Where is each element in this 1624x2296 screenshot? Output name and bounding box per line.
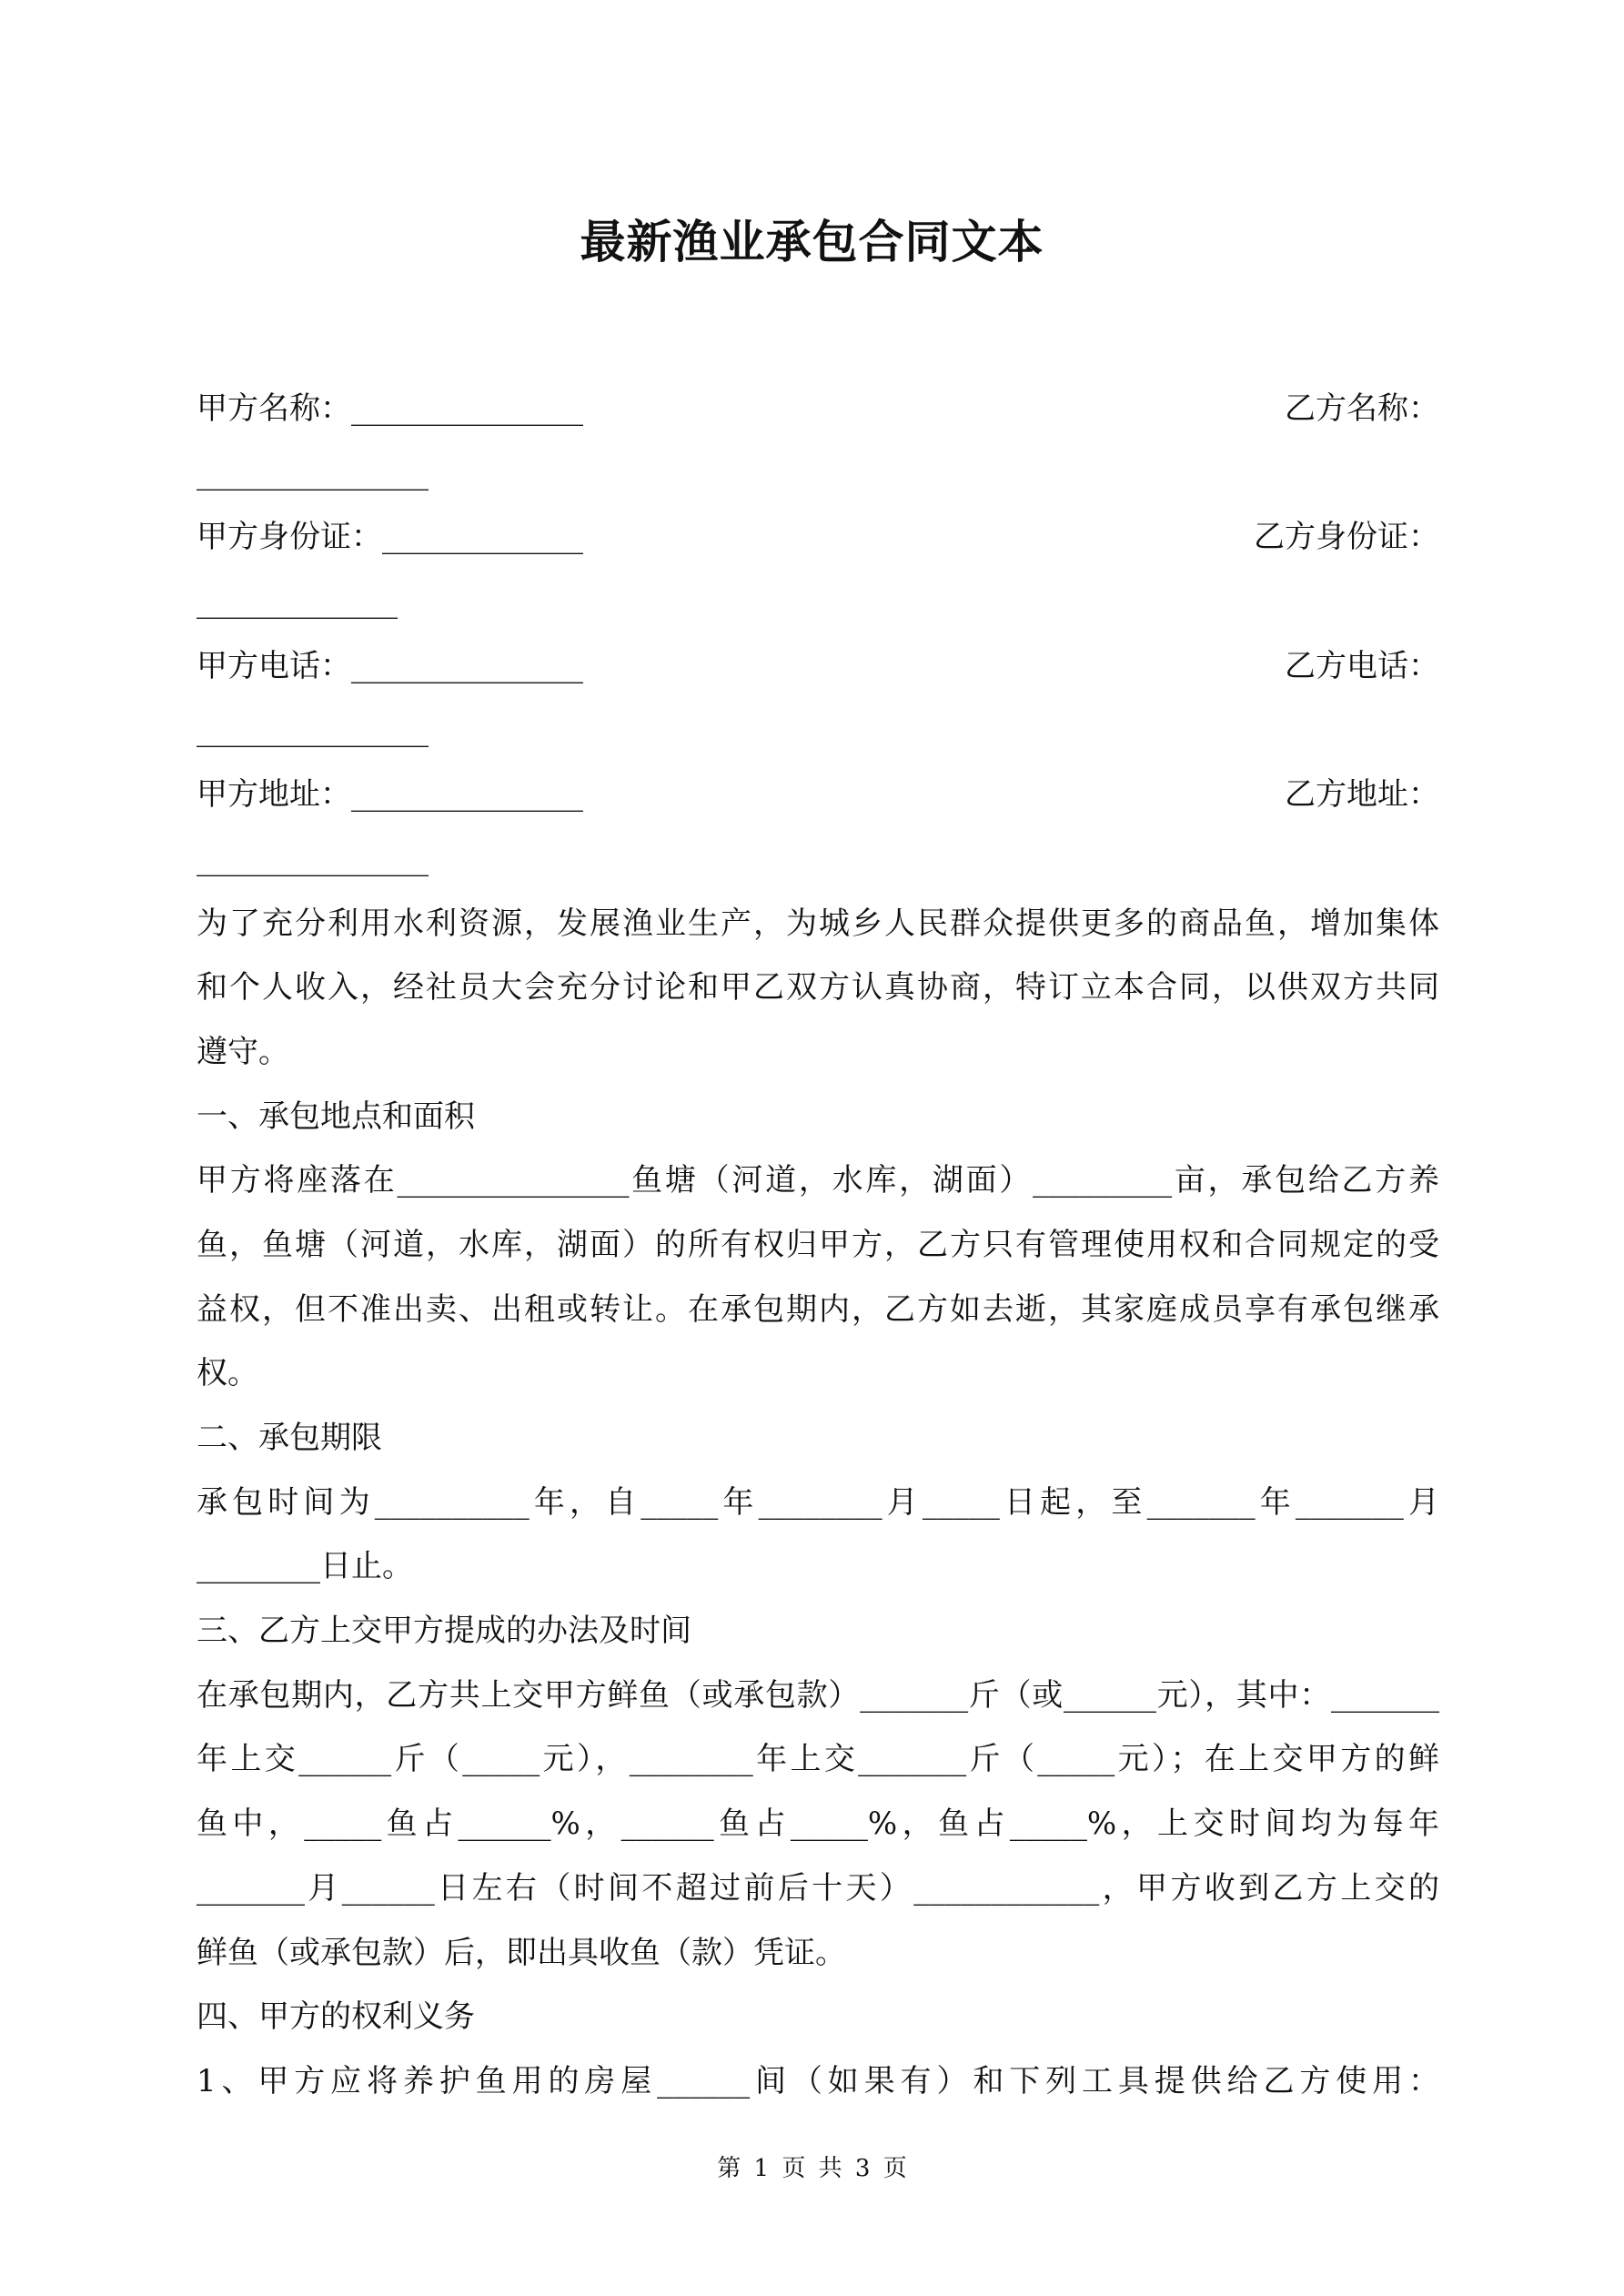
body-line: 年上交______斤（_____元），________年上交_______斤（_____元）；在上交甲方的鲜 [197,1741,1439,1778]
section-heading: 四、甲方的权利义务 [197,1998,475,2036]
section-heading: 三、乙方上交甲方提成的办法及时间 [197,1613,691,1650]
body-line: 益权，但不准出卖、出租或转让。在承包期内，乙方如去逝，其家庭成员享有承包继承 [197,1290,1439,1328]
body-line: 甲方将座落在_______________鱼塘（河道，水库，湖面）_________亩，承包给乙方养 [197,1162,1439,1199]
preamble-line: 遵守。 [197,1033,289,1070]
section-heading: 二、承包期限 [197,1420,382,1456]
party-b-name-field: _______________ [197,454,429,491]
body-line: 鲜鱼（或承包款）后，即出具收鱼（款）凭证。 [197,1934,846,1971]
document-body [197,377,1439,2114]
preamble-line: 为了充分利用水利资源，发展渔业生产，为城乡人民群众提供更多的商品鱼，增加集体 [197,905,1439,942]
body-line: ________日止。 [197,1548,413,1585]
body-line: _______月______日左右（时间不超过前后十天）____________，甲方收到乙方上交的 [197,1869,1439,1907]
party-b-id-label: 乙方身份证： [1254,519,1439,556]
party-b-name-label: 乙方名称： [1285,390,1439,427]
body-line: 在承包期内，乙方共上交甲方鲜鱼（或承包款）_______斤（或______元），其中：_______ [197,1676,1439,1714]
party-a-address-row [197,763,1439,827]
preamble-line: 和个人收入，经社员大会充分讨论和甲乙双方认真协商，特订立本合同，以供双方共同 [197,969,1439,1006]
party-a-phone-row [197,634,1439,699]
party-a-id-row [197,505,1439,570]
body-line: 权。 [197,1355,258,1392]
party-a-address-field: 甲方地址：_______________ [197,776,583,814]
party-b-phone-label: 乙方电话： [1285,647,1439,684]
party-a-id-field: 甲方身份证：_____________ [197,519,583,556]
section-heading: 一、承包地点和面积 [197,1097,475,1135]
body-line: 1、甲方应将养护鱼用的房屋______间（如果有）和下列工具提供给乙方使用： [197,2062,1439,2099]
party-b-phone-field: _______________ [197,712,429,749]
body-line: 鱼中，_____鱼占______%，______鱼占_____%，鱼占_____%，上交时间均为每年 [197,1805,1439,1843]
body-line: 承包时间为__________年，自_____年________月_____日起，至_______年_______月 [197,1483,1439,1521]
party-b-address-label: 乙方地址： [1285,776,1439,814]
party-b-id-field: _____________ [197,583,398,621]
page-footer: 第 1 页 共 3 页 [717,2155,907,2182]
document-title: 最新渔业承包合同文本 [580,215,1044,268]
body-line: 鱼，鱼塘（河道，水库，湖面）的所有权归甲方，乙方只有管理使用权和合同规定的受 [197,1226,1439,1263]
party-a-name-field: 甲方名称：_______________ [197,390,583,427]
party-a-phone-field: 甲方电话：_______________ [197,647,583,684]
party-b-address-field: _______________ [197,840,429,877]
party-a-name-row [197,377,1439,441]
